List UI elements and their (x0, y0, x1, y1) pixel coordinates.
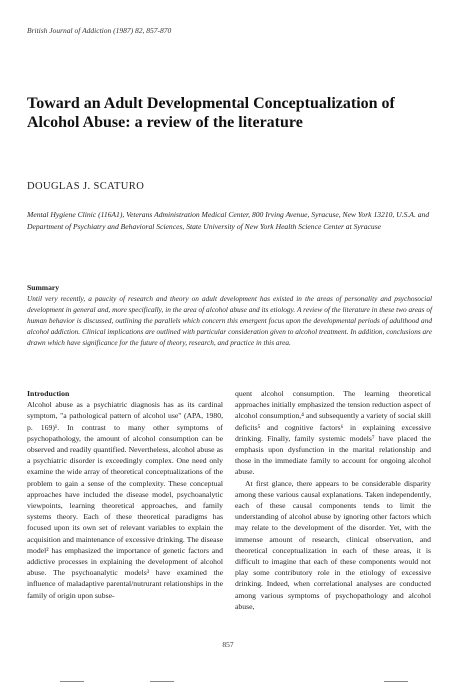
running-head: British Journal of Addiction (1987) 82, 857-870 (27, 26, 172, 35)
summary-body: Until very recently, a paucity of research and theory on adult development has existed in the areas of personality and psychosocial development in general and, more specifically, in the area of alcohol abuse and its etiology. A review of the literature in these two areas of human behavior is discussed, outlining the parallels which concern this emergent focus upon the developmental periods of adulthood and alcohol addiction. Clinical implications are outlined with particular consideration given to alcohol treatment. In addition, conclusions are drawn which have significance for the future of theory, research, and practice in this area. (27, 294, 432, 347)
article-title: Toward an Adult Developmental Conceptualization of Alcohol Abuse: a review of the literature (27, 95, 395, 131)
introduction-paragraph-1: Alcohol abuse as a psychiatric diagnosis has as its cardinal symptom, "a pathological pattern of alcohol use" (APA, 1980, p. 169)¹. In contrast to many other symptoms of psychopathology, the amount of alcohol consumption can be observed and readily quantified. Nevertheless, alcohol abuse as a psychiatric disorder is exceedingly complex. One need only examine the wide array of theoretical conceptualizations of the problem to gain a sense of the complexity. These conceptual approaches have included the disease model, psychoanalytic viewpoints, learning theoretical approaches, and family systems theory. Each of these theoretical paradigms has focused upon its own set of relevant variables to explain the acquisition and maintenance of excessive drinking. The disease model² has emphasized the importance of genetic factors and addictive processes in explaining the development of alcohol abuse. The psychoanalytic models³ have examined the influence of maladaptive parental/nutrurant relationships in the family of origin upon subse- (27, 400, 223, 600)
author-affiliation: Mental Hygiene Clinic (116A1), Veterans Administration Medical Center, 800 Irving Avenue, Syracuse, New York 13210, U.S.A. and Department of Psychiatry and Behavioral Sciences, State University of New York Health Science Center at Syracuse (27, 210, 430, 231)
body-column-left (27, 388, 223, 601)
footer-rule-left (60, 681, 84, 682)
author-name: DOUGLAS J. SCATURO (27, 181, 145, 192)
body-column-right (235, 388, 431, 612)
page-number: 857 (222, 640, 234, 649)
footer-rule-right (384, 681, 408, 682)
summary-heading: Summary (27, 283, 60, 292)
introduction-heading: Introduction (27, 389, 70, 398)
introduction-paragraph-3: At first glance, there appears to be considerable disparity among these various causal explanations. Taken independently, each of these causal components tends to limit the understanding of alcohol abuse by ignoring other factors which may relate to the development of the disorder. Yet, with the immense amount of research, clinical observation, and theoretical conceptualization in each of these areas, it is difficult to imagine that each of these components would not play some contributory role in the etiology of excessive drinking. Indeed, when correlational analyses are conducted among various symptoms of psychopathology and alcohol abuse, (235, 478, 431, 611)
introduction-paragraph-2: quent alcohol consumption. The learning theoretical approaches initially emphasized the tension reduction aspect of alcohol consumption,⁴ and subsequently a variety of social skill deficits⁵ and cognitive factors⁶ in explaining excessive drinking. Finally, family systemic models⁷ have placed the emphasis upon dysfunction in the marital relationship and those in the immediate family to account for ongoing alcohol abuse. (235, 389, 431, 477)
footer-rule-middle (150, 681, 174, 682)
